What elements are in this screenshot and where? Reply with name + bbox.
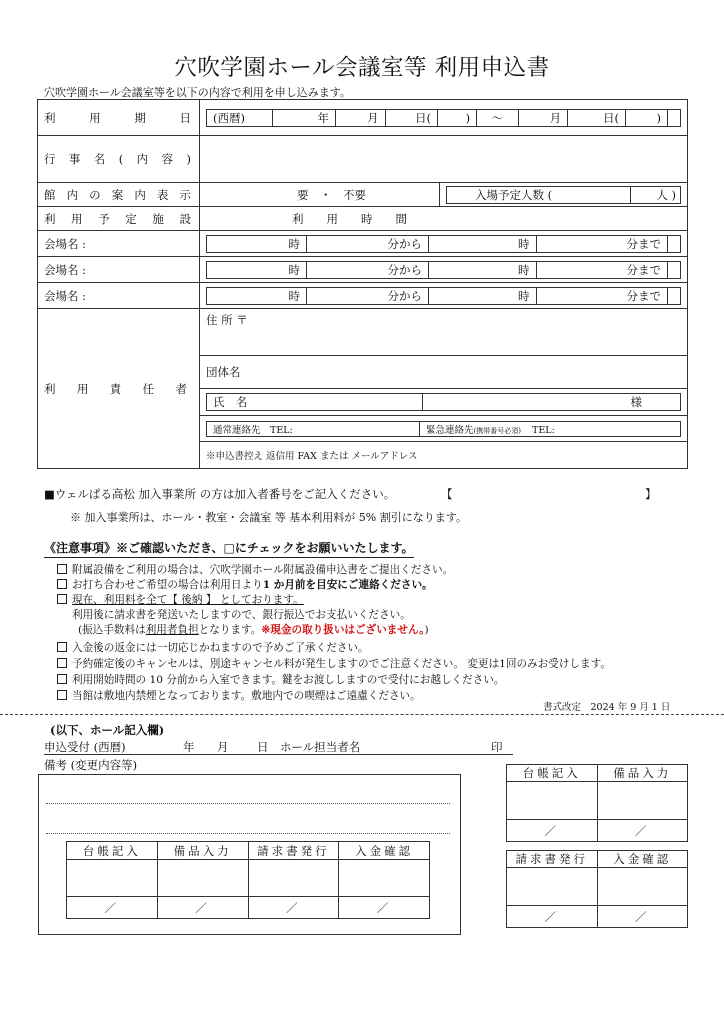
payment-header: 入金確認: [339, 842, 430, 860]
equipment-date[interactable]: ／: [157, 897, 248, 919]
venue-time-field[interactable]: [200, 283, 688, 309]
invoice-cell[interactable]: [248, 860, 339, 897]
event-label: 行事名(内容): [38, 136, 200, 183]
equipment-date[interactable]: ／: [597, 820, 688, 842]
contact-emergency-note: (携帯番号必須): [473, 426, 521, 435]
remarks-line: [46, 803, 450, 804]
note-item: 現在、利用料を全て【 後納 】 としております。: [57, 592, 304, 607]
facility-label: 利用予定施設: [38, 207, 200, 231]
start-hour: 時: [207, 261, 307, 278]
seal-mark: 印: [491, 740, 503, 754]
address-field[interactable]: 住 所 〒: [200, 309, 688, 356]
note-subtext: (振込手数料は利用者負担となります。※現金の取り扱いはございません。): [78, 624, 429, 636]
time-header: 利 用 時 間: [200, 207, 688, 231]
start-minute: 分から: [306, 287, 428, 304]
member-bracket-close: 】: [645, 487, 657, 501]
invoice-date[interactable]: ／: [507, 906, 598, 928]
venue-row: [38, 231, 688, 257]
payment-cell[interactable]: [597, 868, 688, 906]
member-line: ■ウェルぱる高松 加入事業所 の方は加入者番号をご記入ください。: [44, 487, 396, 501]
venue-label[interactable]: 会場名 :: [38, 283, 200, 309]
end-hour: 時: [429, 287, 537, 304]
end-hour: 時: [429, 261, 537, 278]
venue-time-field[interactable]: [200, 231, 688, 257]
invoice-header: 請求書発行: [248, 842, 339, 860]
note-item: お打ち合わせご希望の場合は利用日より1 か月前を目安にご連絡ください。: [57, 577, 433, 592]
application-table: [37, 99, 688, 469]
receipt-day: 日: [257, 740, 269, 754]
ledger-date[interactable]: ／: [507, 820, 598, 842]
note-item: 予約確定後のキャンセルは、別途キャンセル料が発生しますのでご注意ください。 変更は1回のみお受けします。: [57, 656, 611, 671]
cash-warning: ※現金の取り扱いはございません。: [261, 624, 425, 636]
ledger-date[interactable]: ／: [67, 897, 158, 919]
equipment-header: 備品入力: [157, 842, 248, 860]
name-suffix: 様: [423, 394, 681, 411]
ledger-cell[interactable]: [507, 782, 598, 820]
month2-text: 月: [518, 109, 568, 126]
weekday2-close: ): [626, 109, 668, 126]
checkbox[interactable]: [57, 658, 67, 668]
member-bracket-open: 【: [441, 487, 453, 501]
month-text: 月: [336, 109, 386, 126]
note-subtext: 利用後に請求書を発送いたしますので、銀行振込でお支払いください。: [72, 609, 411, 621]
remarks-line: [46, 833, 450, 834]
attendance-unit: 人 ): [630, 186, 680, 203]
note-item: 入金後の返金には一切応じかねますので予めご了承ください。: [57, 640, 369, 655]
office-heading: (以下、ホール記入欄): [50, 723, 165, 737]
responsible-label: 利用責任者: [38, 309, 200, 469]
inner-stamp-table: [66, 841, 430, 919]
start-minute: 分から: [306, 235, 428, 252]
contact-normal: 通常連絡先 TEL:: [207, 421, 420, 436]
discount-note: ※ 加入事業所は、ホール・教室・会議室 等 基本利用料が 5% 割引になります。: [70, 511, 467, 524]
invoice-date[interactable]: ／: [248, 897, 339, 919]
note-item: 利用開始時間の 10 分前から入室できます。鍵をお渡ししますので受付にお越しください。: [57, 672, 505, 687]
venue-label[interactable]: 会場名 :: [38, 257, 200, 283]
payment-header: 入金確認: [597, 851, 688, 868]
invoice-header: 請求書発行: [507, 851, 598, 868]
venue-label[interactable]: 会場名 :: [38, 231, 200, 257]
day2-text: 日(: [568, 109, 626, 126]
end-hour: 時: [429, 235, 537, 252]
group-field[interactable]: 団体名: [200, 356, 688, 389]
name-label: 氏 名: [207, 394, 423, 411]
right-stamp-table-top: [506, 764, 688, 842]
member-number-field[interactable]: [457, 484, 641, 500]
name-field[interactable]: [200, 389, 688, 416]
end-minute: 分まで: [536, 235, 667, 252]
venue-row: [38, 257, 688, 283]
contact-emergency: 緊急連絡先: [426, 424, 474, 436]
contact-field[interactable]: [200, 416, 688, 442]
ledger-cell[interactable]: [67, 860, 158, 897]
attendance-field[interactable]: [440, 183, 688, 207]
end-minute: 分まで: [536, 287, 667, 304]
period-label: 利用期日: [38, 100, 200, 136]
attendance-label: 入場予定人数 (: [447, 186, 631, 203]
receipt-year: 年: [183, 740, 195, 754]
equipment-cell[interactable]: [157, 860, 248, 897]
ledger-header: 台帳記入: [507, 765, 598, 782]
day-text: 日(: [385, 109, 437, 126]
reply-field[interactable]: ※申込書控え 返信用 FAX または メールアドレス: [200, 442, 688, 469]
era-text: (西暦): [207, 109, 273, 126]
remarks-label: 備考 (変更内容等): [44, 758, 138, 772]
tilde-text: ～: [477, 109, 518, 126]
form-title: 穴吹学園ホール会議室等 利用申込書: [174, 55, 550, 81]
checkbox[interactable]: [57, 674, 67, 684]
venue-row: [38, 283, 688, 309]
receipt-month: 月: [217, 740, 229, 754]
period-field[interactable]: [200, 100, 688, 136]
contact-emergency-tel: TEL:: [532, 424, 555, 436]
right-stamp-table-bottom: [506, 850, 688, 928]
receipt-label: 申込受付 (西暦): [44, 740, 126, 754]
staff-label: ホール担当者名: [280, 740, 361, 754]
start-hour: 時: [207, 235, 307, 252]
venue-time-field[interactable]: [200, 257, 688, 283]
start-minute: 分から: [306, 261, 428, 278]
revised-date: 書式改定 2024 年 9 月 1 日: [543, 702, 671, 713]
checkbox[interactable]: [57, 564, 67, 574]
payment-date[interactable]: ／: [597, 906, 688, 928]
ledger-header: 台帳記入: [67, 842, 158, 860]
equipment-header: 備品入力: [597, 765, 688, 782]
intro-text: 穴吹学園ホール会議室等を以下の内容で利用を申し込みます。: [44, 86, 351, 99]
payment-date[interactable]: ／: [339, 897, 430, 919]
note-item: 附属設備をご利用の場合は、穴吹学園ホール附属設備申込書をご提出ください。: [57, 562, 453, 577]
checkbox[interactable]: [57, 579, 67, 589]
start-hour: 時: [207, 287, 307, 304]
year-text: 年: [272, 109, 335, 126]
invoice-cell[interactable]: [507, 868, 598, 906]
event-field[interactable]: [200, 136, 688, 183]
cut-line: [0, 714, 724, 715]
notes-heading: 《注意事項》※ご確認いただき、□にチェックをお願いいたします。: [44, 539, 414, 558]
note-item: 当館は敷地内禁煙となっております。敷地内での喫煙はご遠慮ください。: [57, 688, 421, 703]
weekday-close: ): [438, 109, 477, 126]
checkbox[interactable]: [57, 594, 67, 604]
end-minute: 分まで: [536, 261, 667, 278]
display-label: 館内の案内表示: [38, 183, 200, 207]
equipment-cell[interactable]: [597, 782, 688, 820]
receipt-line[interactable]: [44, 739, 513, 755]
display-choice[interactable]: 要 ・ 不要: [200, 183, 440, 207]
checkbox[interactable]: [57, 642, 67, 652]
checkbox[interactable]: [57, 690, 67, 700]
payment-cell[interactable]: [339, 860, 430, 897]
